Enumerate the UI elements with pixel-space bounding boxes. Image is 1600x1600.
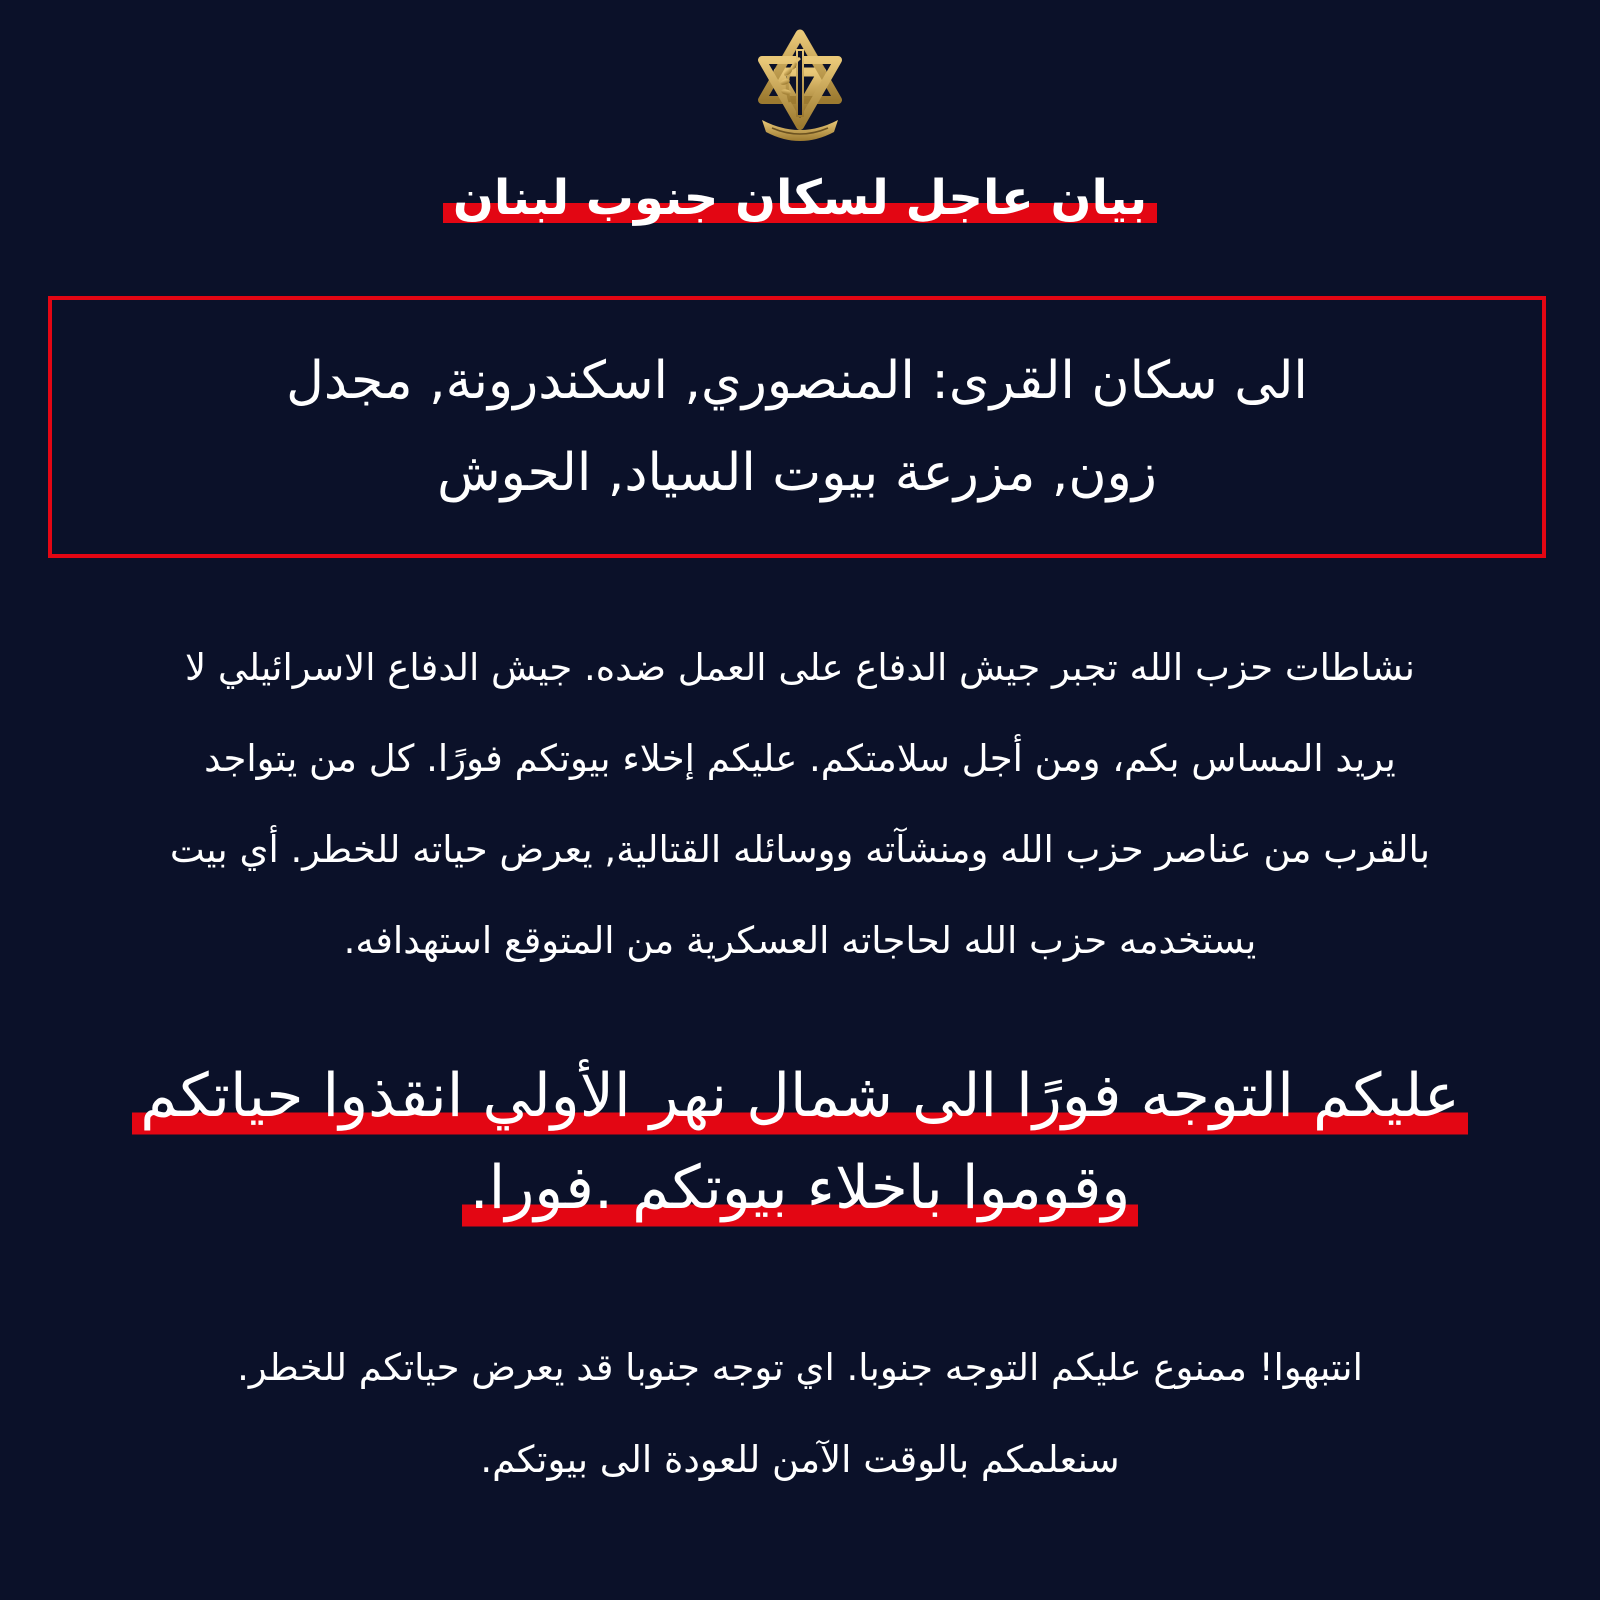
idf-emblem-icon bbox=[740, 28, 860, 148]
villages-line-2: زون, مزرعة بيوت السياد, الحوش bbox=[437, 443, 1157, 503]
warning-line-1: انتبهوا! ممنوع عليكم التوجه جنوبا. اي توجه جنوبا قد يعرض حياتكم للخطر. bbox=[237, 1346, 1363, 1389]
body-line-3: بالقرب من عناصر حزب الله ومنشآته ووسائله القتالية, يعرض حياته للخطر. أي بيت bbox=[169, 828, 1431, 871]
villages-line-1: الى سكان القرى: المنصوري, اسكندرونة, مجدل bbox=[286, 351, 1308, 411]
villages-text bbox=[197, 335, 1397, 519]
villages-box bbox=[48, 296, 1546, 558]
call-to-action bbox=[0, 1050, 1600, 1234]
body-line-2: يريد المساس بكم، ومن أجل سلامتكم. عليكم إخلاء بيوتكم فورًا. كل من يتواجد bbox=[204, 737, 1396, 780]
body-line-1: نشاطات حزب الله تجبر جيش الدفاع على العمل ضده. جيش الدفاع الاسرائيلي لا bbox=[185, 646, 1415, 689]
warning-text bbox=[0, 1322, 1600, 1506]
cta-line-1: عليكم التوجه فورًا الى شمال نهر الأولي انقذوا حياتكم bbox=[132, 1050, 1468, 1142]
headline: بيان عاجل لسكان جنوب لبنان bbox=[443, 168, 1157, 228]
body-paragraph bbox=[90, 622, 1510, 986]
cta-line-2: وقوموا باخلاء بيوتكم .فورا. bbox=[462, 1142, 1139, 1234]
headline-container bbox=[0, 168, 1600, 228]
warning-line-2: سنعلمكم بالوقت الآمن للعودة الى بيوتكم. bbox=[480, 1438, 1120, 1481]
body-line-4: يستخدمه حزب الله لحاجاته العسكرية من المتوقع استهدافه. bbox=[343, 919, 1257, 962]
